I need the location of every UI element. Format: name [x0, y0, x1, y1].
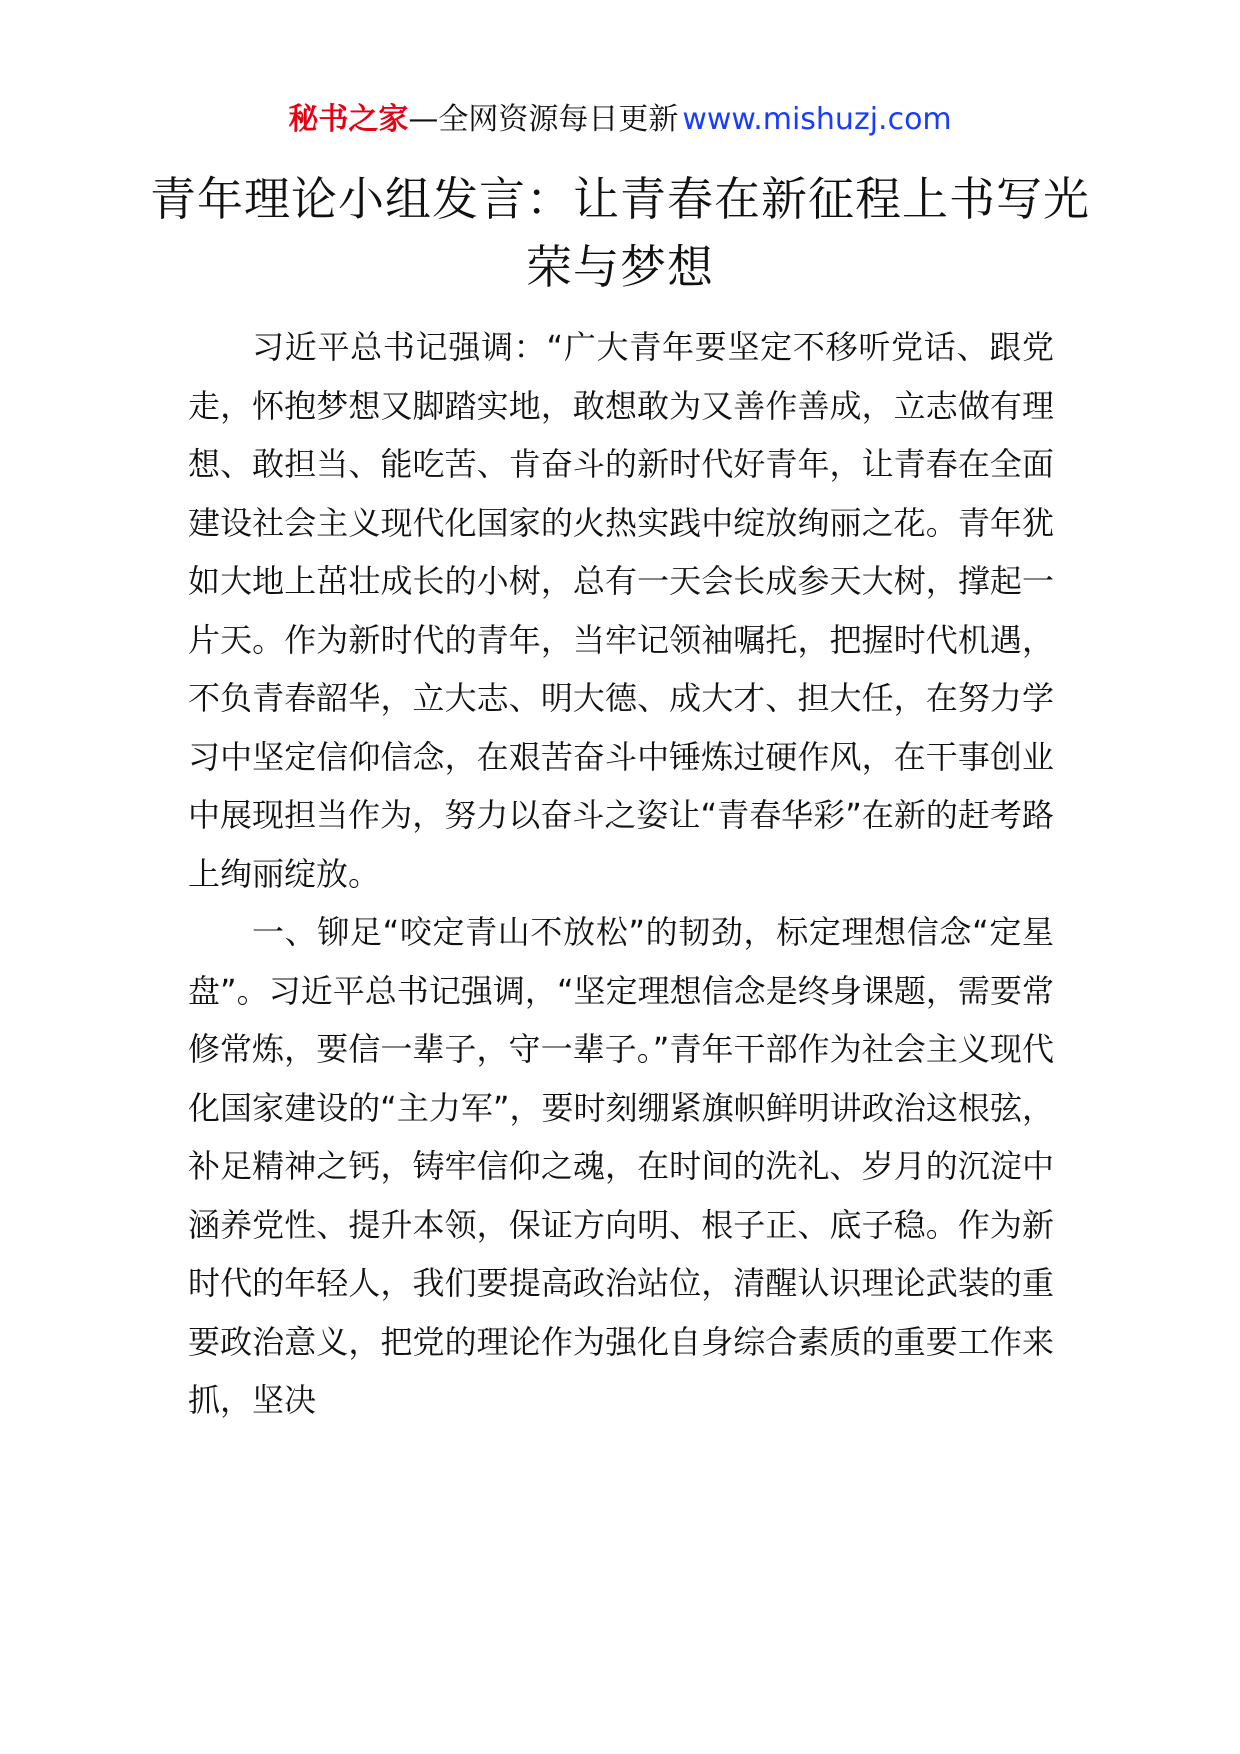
document-title: 青年理论小组发言：让青春在新征程上书写光荣与梦想	[150, 172, 1090, 294]
paragraph-section-one: 一、铆足“咬定青山不放松”的韧劲，标定理想信念“定星盘”。习近平总书记强调，“坚定理想信念是终身课题，需要常修常炼，要信一辈子，守一辈子。”青年干部作为社会主义现代化国家建设的“主力军”，要时刻绷紧旗帜鲜明讲政治这根弦，补足精神之钙，铸牢信仰之魂，在时间的洗礼、岁月的沉淀中涵养党性、提升本领，保证方向明、根子正、底子稳。作为新时代的年轻人，我们要提高政治站位，清醒认识理论武装的重要政治意义，把党的理论作为强化自身综合素质的重要工作来抓，坚决	[188, 913, 1054, 1419]
paragraph-intro: 习近平总书记强调：“广大青年要坚定不移听党话、跟党走，怀抱梦想又脚踏实地，敢想敢为又善作善成，立志做有理想、敢担当、能吃苦、肯奋斗的新时代好青年，让青春在全面建设社会主义现代化国家的火热实践中绽放绚丽之花。青年犹如大地上茁壮成长的小树，总有一天会长成参天大树，撑起一片天。作为新时代的青年，当牢记领袖嘱托，把握时代机遇，不负青春韶华，立大志、明大德、成大才、担大任，在努力学习中坚定信仰信念，在艰苦奋斗中锤炼过硬作风，在干事创业中展现担当作为，努力以奋斗之姿让“青春华彩”在新的赶考路上绚丽绽放。	[188, 328, 1054, 893]
header-tagline: —全网资源每日更新	[408, 102, 679, 137]
site-url-link[interactable]: www.mishuzj.com	[682, 102, 952, 137]
brand-name: 秘书之家	[288, 102, 409, 137]
site-header	[0, 98, 1240, 142]
document-body	[188, 318, 1054, 1430]
